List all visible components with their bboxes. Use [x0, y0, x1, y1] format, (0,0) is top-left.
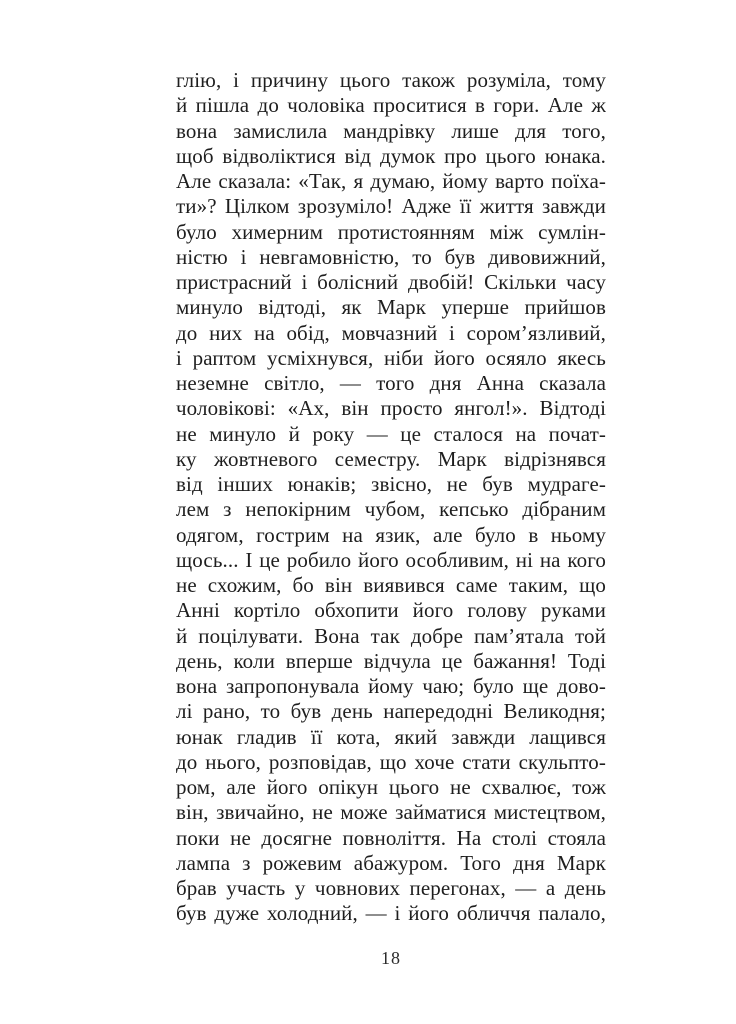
text-line: чоловікові: «Ах, він просто янгол!». Відтоді	[176, 396, 606, 421]
text-line: ку жовтневого семестру. Марк відрізнявся	[176, 446, 606, 471]
text-line: був дуже холодний, — і його обличчя палало,	[176, 901, 606, 926]
text-line: лем з непокірним чубом, кепсько дібраним	[176, 497, 606, 522]
page-number: 18	[381, 948, 401, 968]
text-line: ністю і невгамовністю, то був дивовижний,	[176, 244, 606, 269]
text-line: ром, але його опікун цього не схвалює, тож	[176, 775, 606, 799]
text-line: минуло відтоді, як Марк уперше прийшов	[176, 295, 606, 320]
text-line: він, звичайно, не може займатися мистецтвом,	[176, 800, 606, 825]
text-line: було химерним протистоянням між сумлін-	[176, 219, 606, 244]
text-line: до них на обід, мовчазний і сором’язливий,	[176, 320, 606, 345]
text-line: неземне світло, — того дня Анна сказала	[176, 371, 606, 395]
text-line: й пішла до чоловіка проситися в гори. Але ж	[176, 93, 606, 118]
text-line: від інших юнаків; звісно, не був мудраге-	[176, 472, 606, 496]
text-line: юнак гладив її кота, який завжди лащився	[176, 724, 606, 749]
text-line: і раптом усміхнувся, ніби його осяяло якесь	[176, 345, 606, 370]
text-line: вона запропонувала йому чаю; було ще дово-	[176, 674, 606, 698]
text-line: до нього, розповідав, що хоче стати скульпто-	[176, 749, 606, 774]
text-line: брав участь у човнових перегонах, — а день	[176, 876, 606, 900]
text-line: глію, і причину цього також розуміла, тому	[176, 68, 606, 92]
text-line: день, коли вперше відчула це бажання! Тоді	[176, 648, 606, 673]
text-line: щось... І це робило його особливим, ні на кого	[176, 547, 606, 572]
text-line: ти»? Цілком зрозуміло! Адже її життя завжди	[176, 194, 606, 219]
text-line: щоб відволіктися від думок про цього юнака.	[176, 143, 606, 168]
text-line: й поцілувати. Вона так добре пам’ятала той	[176, 623, 606, 648]
text-line: Але сказала: «Так, я думаю, йому варто поїха-	[176, 169, 606, 193]
text-line: поки не досягне повноліття. На столі стояла	[176, 825, 606, 850]
body-text	[176, 68, 606, 927]
text-line: Анні кортіло обхопити його голову руками	[176, 598, 606, 623]
text-line: вона замислила мандрівку лише для того,	[176, 118, 606, 143]
text-line: не схожим, бо він виявився саме таким, що	[176, 573, 606, 597]
text-line: пристрасний і болісний двобій! Скільки часу	[176, 270, 606, 294]
text-line: лі рано, то був день напередодні Великодня;	[176, 699, 606, 724]
text-line: не минуло й року — це сталося на почат-	[176, 421, 606, 446]
text-line: одягом, гострим на язик, але було в ньому	[176, 522, 606, 547]
text-line: лампа з рожевим абажуром. Того дня Марк	[176, 850, 606, 875]
